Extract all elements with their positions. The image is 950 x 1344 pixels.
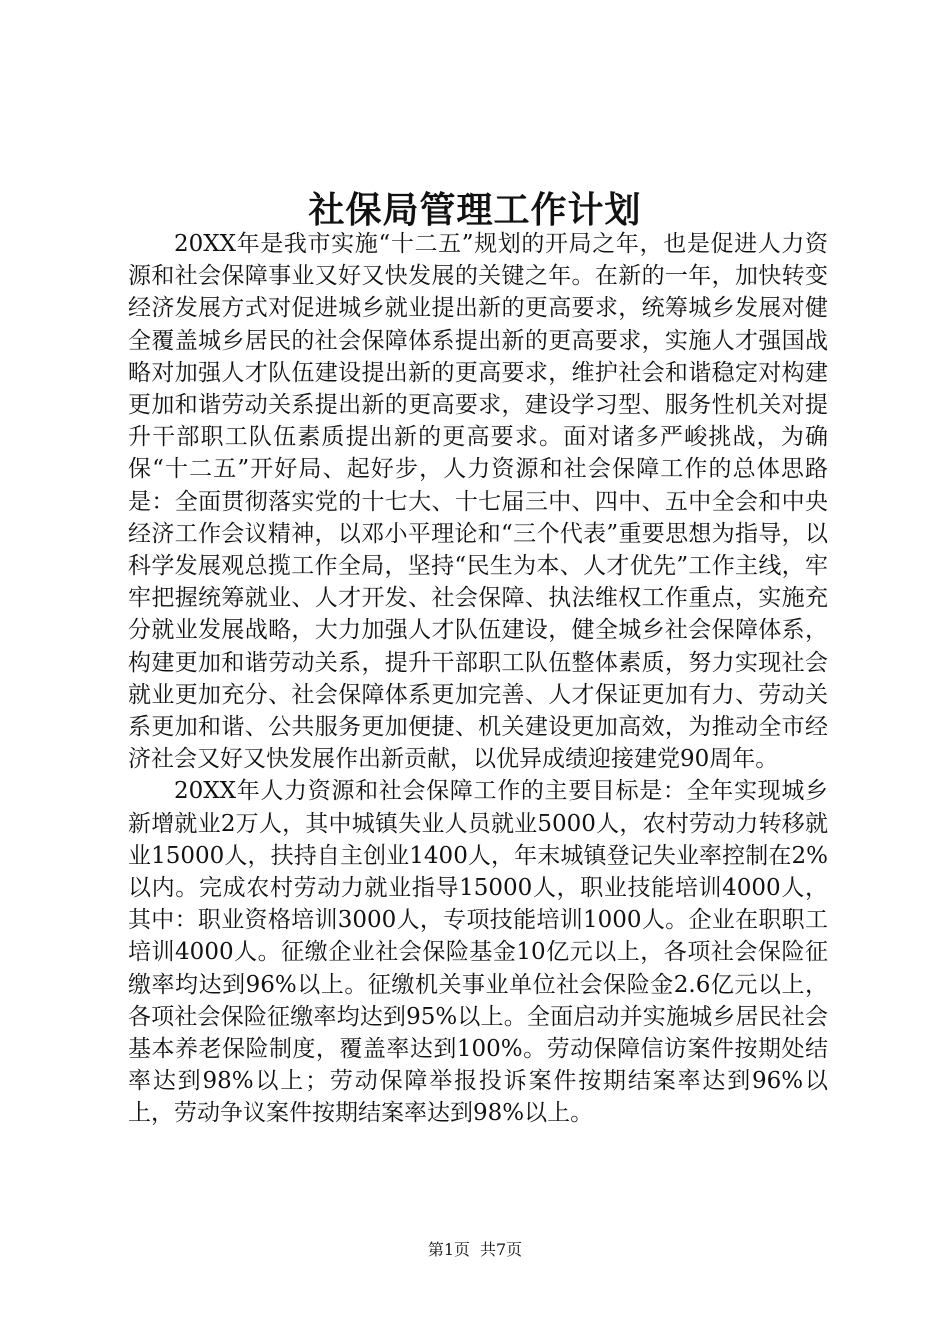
document-body: [128, 228, 828, 1130]
page-title: 社保局管理工作计划: [308, 189, 642, 231]
page-footer: [0, 1238, 950, 1262]
page-number: 第1页: [427, 1240, 470, 1259]
paragraph-goals: 20XX年人力资源和社会保障工作的主要目标是：全年实现城乡新增就业2万人，其中城镇失业人员就业5000人，农村劳动力转移就业15000人，扶持自主创业1400人，年末城镇登记失业率控制在2%以内。完成农村劳动力就业指导15000人，职业技能培训4000人，其中：职业资格培训3000人，专项技能培训1000人。企业在职职工培训4000人。征缴企业社会保险基金10亿元以上，各项社会保险征缴率均达到96%以上。征缴机关事业单位社会保险金2.6亿元以上，各项社会保险征缴率均达到95%以上。全面启动并实施城乡居民社会基本养老保险制度，覆盖率达到100%。劳动保障信访案件按期处结率达到98%以上；劳动保障举报投诉案件按期结案率达到96%以上，劳动争议案件按期结案率达到98%以上。: [128, 778, 828, 1127]
paragraph-overview: 20XX年是我市实施“十二五”规划的开局之年，也是促进人力资源和社会保障事业又好又快发展的关键之年。在新的一年，加快转变经济发展方式对促进城乡就业提出新的更高要求，统筹城乡发展对健全覆盖城乡居民的社会保障体系提出新的更高要求，实施人才强国战略对加强人才队伍建设提出新的更高要求，维护社会和谐稳定对构建更加和谐劳动关系提出新的更高要求，建设学习型、服务性机关对提升干部职工队伍素质提出新的更高要求。面对诸多严峻挑战，为确保“十二五”开好局、起好步，人力资源和社会保障工作的总体思路是：全面贯彻落实党的十七大、十七届三中、四中、五中全会和中央经济工作会议精神，以邓小平理论和“三个代表”重要思想为指导，以科学发展观总揽工作全局，坚持“民生为本、人才优先”工作主线，牢牢把握统筹就业、人才开发、社会保障、执法维权工作重点，实施充分就业发展战略，大力加强人才队伍建设，健全城乡社会保障体系，构建更加和谐劳动关系，提升干部职工队伍整体素质，努力实现社会就业更加充分、社会保障体系更加完善、人才保证更加有力、劳动关系更加和谐、公共服务更加便捷、机关建设更加高效，为推动全市经济社会又好又快发展作出新贡献，以优异成绩迎接建党90周年。: [128, 231, 828, 773]
page-total: 共7页: [480, 1240, 523, 1259]
